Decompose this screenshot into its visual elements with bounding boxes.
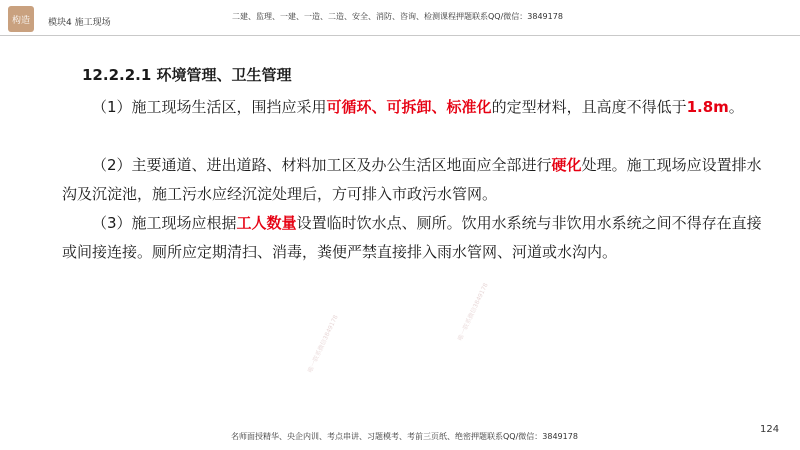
p2-highlight-hardening: 硬化 — [551, 156, 582, 174]
p2-text-c: 处理。施工现场应设置排水沟及沉淀池，施工污水应经沉淀处理后，方可排入市政污水管网。 — [62, 156, 762, 203]
p1-highlight-materials: 可循环、可拆卸、标准化 — [326, 98, 492, 116]
paragraph-1 — [62, 93, 762, 122]
p3-text-a: （3）施工现场应根据 — [92, 214, 237, 232]
top-banner: 二建、监理、一建、一造、二造、安全、消防、咨询、检测课程押题联系QQ/微信：3849178 — [232, 12, 563, 21]
p3-text-c: 设置临时饮水点、厕所。饮用水系统与非饮用水系统之间不得存在直接或间接连接。厕所应定期清扫、消毒，粪便严禁直接排入雨水管网、河道或水沟内。 — [62, 214, 762, 261]
logo — [8, 6, 34, 32]
bottom-banner: 名师面授精华、央企内训、考点串讲、习题模考、考前三页纸、绝密押题联系QQ/微信：3849178 — [231, 432, 578, 441]
header-divider — [0, 35, 800, 36]
section-heading: 12.2.2.1 环境管理、卫生管理 — [82, 66, 292, 84]
page-number: 124 — [760, 424, 780, 435]
p1-text-c: 的定型材料，且高度不得低于 — [491, 98, 687, 116]
paragraph-3 — [62, 209, 762, 267]
module-title: 模块4 施工现场 — [48, 18, 111, 28]
p1-text-a: （1）施工现场生活区，围挡应采用 — [92, 98, 327, 116]
p2-text-a: （2）主要通道、进出道路、材料加工区及办公生活区地面应全部进行 — [92, 156, 552, 174]
p3-highlight-workers: 工人数量 — [236, 214, 297, 232]
paragraph-2 — [62, 151, 762, 209]
logo-text: 构造 — [11, 15, 30, 26]
watermark: 唯一联系微信3849178 — [306, 313, 340, 374]
p1-highlight-height: 1.8m — [686, 98, 729, 116]
p1-text-e: 。 — [728, 98, 744, 116]
watermark: 唯一联系微信3849178 — [456, 281, 490, 342]
